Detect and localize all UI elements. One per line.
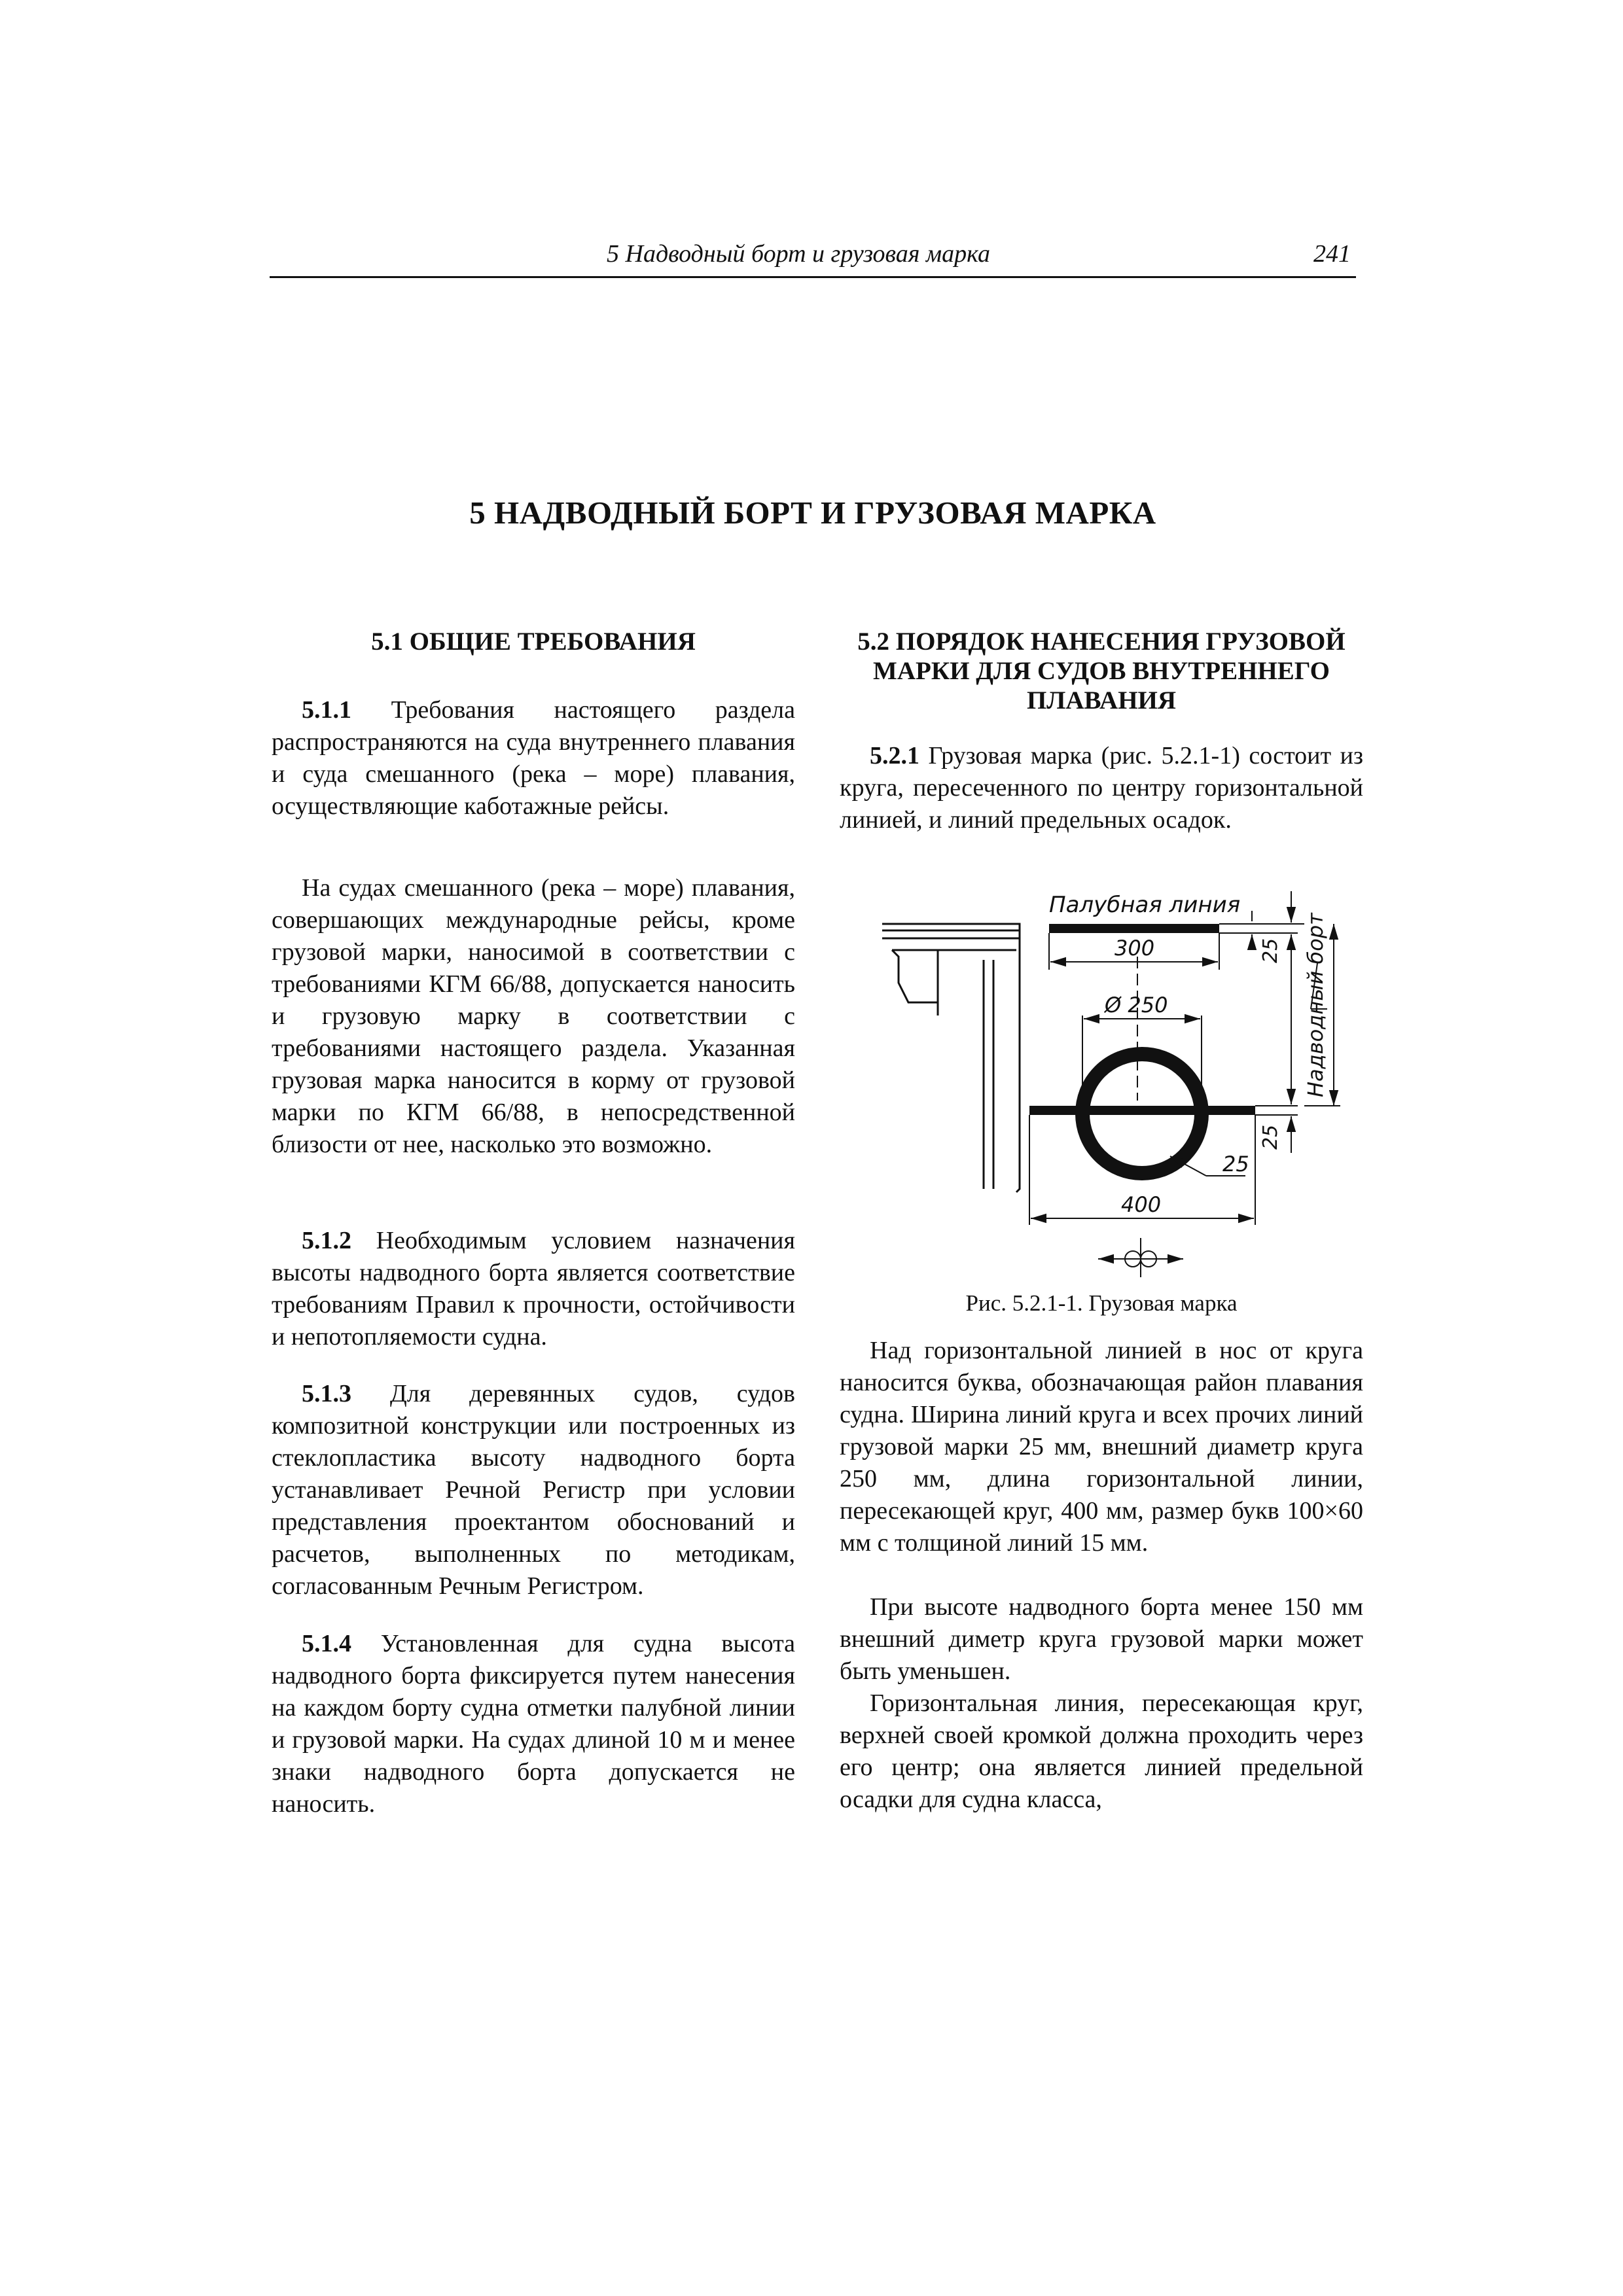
paragraph-5-2-1 <box>840 740 1363 836</box>
hull-profile <box>882 924 1020 1192</box>
paragraph-5-2-1-cont2 <box>840 1591 1363 1687</box>
running-title: 5 Надводный борт и грузовая марка <box>607 240 991 268</box>
paragraph-text: При высоте надводного борта менее 150 мм внешний диметр круга грузовой марки может быть уменьшен. <box>840 1593 1363 1685</box>
dimension-lines <box>1029 891 1340 1277</box>
paragraph-number: 5.1.4 <box>302 1630 351 1657</box>
load-line-mark-figure <box>840 885 1363 1277</box>
chapter-title: 5 НАДВОДНЫЙ БОРТ И ГРУЗОВАЯ МАРКА <box>469 495 1156 531</box>
label-deck-line: Палубная линия <box>1049 892 1241 918</box>
left-column <box>272 627 795 656</box>
dimension-25-ring: 25 <box>1222 1152 1249 1176</box>
section-heading-5-1: 5.1 ОБЩИЕ ТРЕБОВАНИЯ <box>371 627 696 656</box>
dimension-250: Ø 250 <box>1105 993 1168 1017</box>
paragraph-number: 5.2.1 <box>870 742 919 769</box>
section-heading-5-2: 5.2 ПОРЯДОК НАНЕСЕНИЯ ГРУЗОВОЙ МАРКИ ДЛЯ СУДОВ ВНУТРЕННЕГО ПЛАВАНИЯ <box>857 627 1346 715</box>
label-freeboard: Надводный борт <box>1303 913 1328 1097</box>
page-number: 241 <box>1313 240 1351 268</box>
paragraph-text: Грузовая марка (рис. 5.2.1-1) состоит из круга, пересеченного по центру горизонтальной линией, и линий предельных осадок. <box>840 742 1364 834</box>
paragraph-5-2-1-cont3 <box>840 1687 1363 1816</box>
running-header <box>270 237 1356 278</box>
right-column <box>840 627 1363 715</box>
dimension-300: 300 <box>1115 936 1155 961</box>
paragraph-5-1-1 <box>272 694 795 822</box>
paragraph-number: 5.1.3 <box>302 1380 351 1407</box>
paragraph-number: 5.1.1 <box>302 696 351 724</box>
dimension-400: 400 <box>1121 1192 1162 1217</box>
dimension-25-top: 25 <box>1259 938 1282 963</box>
paragraph-5-1-3 <box>272 1378 795 1602</box>
dimension-25-bottom: 25 <box>1259 1124 1282 1150</box>
paragraph-text: На судах смешанного (река – море) плавания, совершающих международные рейсы, кроме грузовой марки, наносимой в соответствии с требованиями КГМ 66/88, допускается наносить и грузовую марку в соответствии с требованиями настоящего раздела. Указанная грузовая марка наносится в корму от грузовой марки по КГМ 66/88, в непосредственной близости от нее, насколько это возможно. <box>272 874 795 1158</box>
figure-caption: Рис. 5.2.1-1. Грузовая марка <box>965 1290 1238 1316</box>
paragraph-text: Установленная для судна высота надводного борта фиксируется путем нанесения на каждом борту судна отметки палубной линии и грузовой марки. На судах длиной 10 м и менее знаки надводного борта допускается не наносить. <box>272 1630 795 1818</box>
paragraph-text: Необходимым условием назначения высоты надводного борта является соответствие требованиям Правил к прочности, остойчивости и непотопляемости судна. <box>272 1227 795 1351</box>
paragraph-text: Для деревянных судов, судов композитной конструкции или построенных из стеклопластика высоту надводного борта устанавливает Речной Регистр при условии представления проектантом обоснований и расчетов, выполненных по методикам, согласованным Речным Регистром. <box>272 1380 795 1600</box>
paragraph-number: 5.1.2 <box>302 1227 351 1254</box>
paragraph-5-1-4 <box>272 1628 795 1820</box>
deck-line-bar <box>1049 924 1219 933</box>
paragraph-text: Над горизонтальной линией в нос от круга наносится буква, обозначающая район плавания судна. Ширина линий круга и всех прочих линий грузовой марки 25 мм, внешний диаметр круга 250 мм, длина горизонтальной линии, пересекающей круг, 400 мм, размер букв 100×60 мм с толщиной линий 15 мм. <box>840 1337 1363 1557</box>
paragraph-5-1-1-cont <box>272 872 795 1161</box>
paragraph-5-1-2 <box>272 1225 795 1353</box>
paragraph-5-2-1-cont <box>840 1335 1363 1559</box>
paragraph-text: Горизонтальная линия, пересекающая круг, верхней своей кромкой должна проходить через его центр; она является линией предельной осадки для судна класса, <box>840 1689 1363 1813</box>
load-line-bar <box>1029 1106 1255 1115</box>
paragraph-text: Требования настоящего раздела распространяются на суда внутреннего плавания и суда смешанного (река – море) плавания, осуществляющие каботажные рейсы. <box>272 696 796 820</box>
